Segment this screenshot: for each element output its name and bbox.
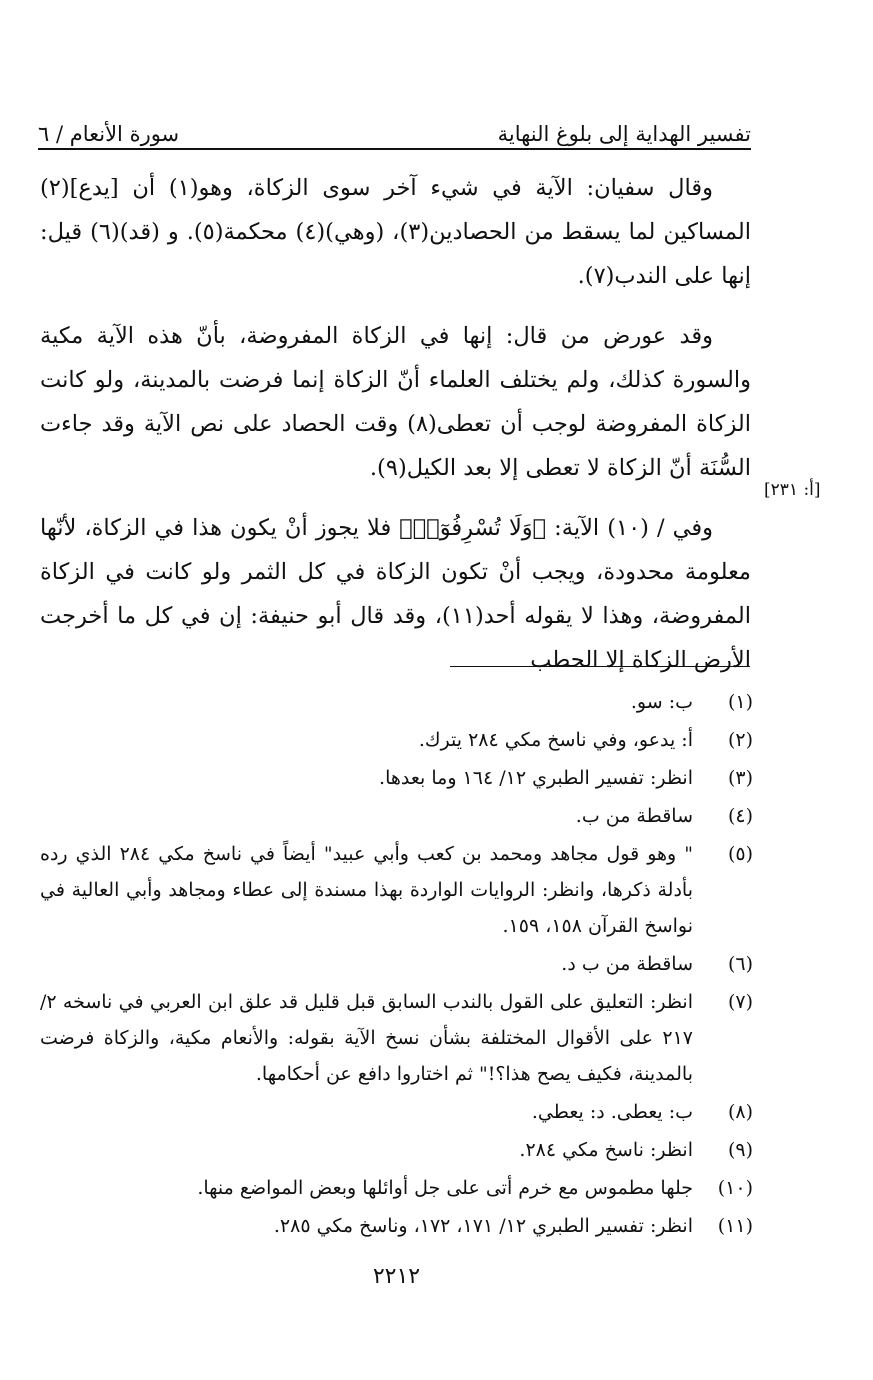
page-number: ٢٢١٢ bbox=[372, 1264, 421, 1289]
running-header bbox=[38, 112, 751, 152]
footnote-text: انظر: التعليق على القول بالندب السابق قبل قليل قد علق ابن العربي في ناسخه ٢/ ٢١٧ على الأقوال المختلفة بشأن نسخ الآية بقوله: والأنعام مكية، والزكاة فرضت بالمدينة، فكيف يصح هذا؟!" ثم اختاروا دافع عن أحكامها. bbox=[40, 991, 693, 1085]
footnote-number: (٧) bbox=[727, 991, 753, 1013]
footnote-text: ب: سو. bbox=[630, 691, 693, 713]
paragraph bbox=[40, 506, 751, 682]
footnote bbox=[40, 836, 753, 944]
footnote-divider bbox=[450, 666, 750, 667]
footnote bbox=[40, 760, 753, 796]
footnote-number: (٢) bbox=[727, 729, 753, 751]
footnote bbox=[40, 984, 753, 1092]
main-text bbox=[40, 166, 751, 698]
footnote-text: انظر: تفسير الطبري ١٢/ ١٧١، ١٧٢، وناسخ مكي ٢٨٥. bbox=[273, 1215, 693, 1237]
book-title: تفسير الهداية إلى بلوغ النهاية bbox=[497, 122, 751, 146]
paragraph-text: وفي / (١٠) الآية: ﴿وَلَا تُسْرِفُوٓا۟﴾ فلا يجوز أنْ يكون هذا في الزكاة، لأنّها معلومة محدودة، ويجب أنْ تكون الزكاة في كل الثمر ولو كانت في الزكاة المفروضة، وهذا لا يقوله أحد(١١)، وقد قال أبو حنيفة: إن في كل ما أخرجت الأرض الزكاة إلا الحطب bbox=[40, 515, 751, 673]
footnote-number: (٣) bbox=[727, 767, 753, 789]
paragraph-text: وقال سفيان: الآية في شيء آخر سوى الزكاة، وهو(١) أن [يدع](٢) المساكين لما يسقط من الحصادين(٣)، (وهي)(٤) محكمة(٥). و (قد)(٦) قيل: إنها على الندب(٧). bbox=[40, 175, 752, 289]
footnote-list bbox=[40, 684, 753, 1246]
footnote-text: ب: يعطى. د: يعطي. bbox=[531, 1101, 693, 1123]
footnote bbox=[40, 1094, 753, 1130]
footnote-text: انظر: ناسخ مكي ٢٨٤. bbox=[519, 1139, 693, 1161]
surah-label: سورة الأنعام / ٦ bbox=[38, 122, 180, 146]
footnote bbox=[40, 1208, 753, 1244]
footnote-number: (٥) bbox=[727, 843, 753, 865]
footnote-number: (٨) bbox=[727, 1101, 753, 1123]
footnote-text: جلها مطموس مع خرم أتى على جل أوائلها وبعض المواضع منها. bbox=[197, 1177, 693, 1199]
footnote bbox=[40, 798, 753, 834]
footnote bbox=[40, 946, 753, 982]
footnote-text: ساقطة من ب د. bbox=[561, 953, 693, 975]
paragraph bbox=[40, 166, 751, 298]
header-divider bbox=[38, 148, 751, 150]
footnote-text: أ: يدعو، وفي ناسخ مكي ٢٨٤ يترك. bbox=[418, 729, 693, 751]
footnote-number: (١٠) bbox=[717, 1177, 753, 1199]
footnote bbox=[40, 1170, 753, 1206]
manuscript-folio-note: [أ: ٢٣١] bbox=[764, 480, 821, 500]
footnote bbox=[40, 722, 753, 758]
footnote-number: (٩) bbox=[727, 1139, 753, 1161]
footnote-number: (٤) bbox=[727, 805, 753, 827]
footnote-number: (٦) bbox=[727, 953, 753, 975]
footnote-number: (١) bbox=[727, 691, 753, 713]
footnote-text: انظر: تفسير الطبري ١٢/ ١٦٤ وما بعدها. bbox=[379, 767, 693, 789]
footnote bbox=[40, 684, 753, 720]
footnote-text: ساقطة من ب. bbox=[575, 805, 693, 827]
paragraph-text: وقد عورض من قال: إنها في الزكاة المفروضة، بأنّ هذه الآية مكية والسورة كذلك، ولم يختلف العلماء أنّ الزكاة إنما فرضت بالمدينة، ولو كانت الزكاة المفروضة لوجب أن تعطى(٨) وقت الحصاد على نص الآية وقد جاءت السُّنَة أنّ الزكاة لا تعطى إلا بعد الكيل(٩). bbox=[40, 323, 751, 481]
paragraph bbox=[40, 314, 751, 490]
footnote-number: (١١) bbox=[717, 1215, 753, 1237]
footnote-text: " وهو قول مجاهد ومحمد بن كعب وأبي عبيد" أيضاً في ناسخ مكي ٢٨٤ الذي رده بأدلة ذكرها، وانظر: الروايات الواردة بهذا مسندة إلى عطاء ومجاهد وأبي العالية في نواسخ القرآن ١٥٨، ١٥٩. bbox=[40, 843, 693, 937]
footnote bbox=[40, 1132, 753, 1168]
